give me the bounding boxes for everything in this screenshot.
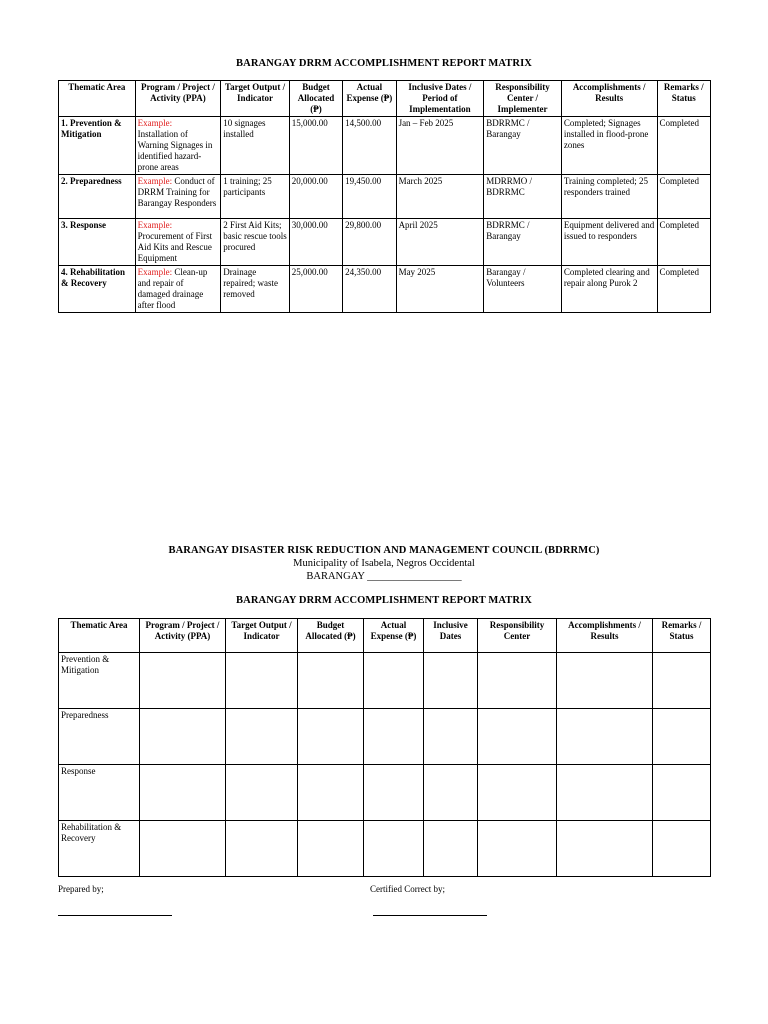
thematic-area-cell: 1. Prevention & Mitigation (59, 117, 136, 175)
empty-cell[interactable] (298, 765, 364, 821)
center-cell: Barangay / Volunteers (484, 266, 562, 313)
example-label: Example: (137, 118, 173, 128)
col-responsibility-center: Responsibility Center (478, 619, 557, 653)
col-thematic-area: Thematic Area (59, 619, 140, 653)
expense-cell: 24,350.00 (343, 266, 396, 313)
empty-cell[interactable] (424, 709, 478, 765)
table-row (59, 117, 711, 175)
col-inclusive-dates: Inclusive Dates / Period of Implementation (396, 81, 484, 117)
empty-cell[interactable] (424, 821, 478, 877)
remarks-cell: Completed (657, 175, 710, 219)
example-label: Example: (137, 220, 173, 230)
thematic-area-cell: 4. Rehabilitation & Recovery (59, 266, 136, 313)
report-title-blank: BARANGAY DRRM ACCOMPLISHMENT REPORT MATRIX (236, 595, 532, 606)
center-cell: MDRRMO / BDRRMC (484, 175, 562, 219)
results-cell: Completed; Signages installed in flood-prone zones (561, 117, 657, 175)
certified-by-label: Certified Correct by; (370, 884, 445, 894)
ppa-cell (135, 266, 221, 313)
table-row (59, 219, 711, 266)
results-cell: Equipment delivered and issued to responders (561, 219, 657, 266)
budget-cell: 30,000.00 (289, 219, 342, 266)
thematic-area-cell: Prevention & Mitigation (59, 653, 140, 709)
empty-cell[interactable] (140, 765, 226, 821)
thematic-area-cell: Rehabilitation & Recovery (59, 821, 140, 877)
col-target-output: Target Output / Indicator (221, 81, 290, 117)
expense-cell: 19,450.00 (343, 175, 396, 219)
empty-cell[interactable] (478, 653, 557, 709)
expense-cell: 14,500.00 (343, 117, 396, 175)
thematic-area-cell: Response (59, 765, 140, 821)
col-actual-expense: Actual Expense (₱) (364, 619, 424, 653)
center-cell: BDRRMC / Barangay (484, 117, 562, 175)
col-ppa: Program / Project / Activity (PPA) (135, 81, 221, 117)
center-cell: BDRRMC / Barangay (484, 219, 562, 266)
empty-cell[interactable] (364, 821, 424, 877)
col-accomplishments: Accomplishments / Results (561, 81, 657, 117)
municipality: Municipality of Isabela, Negros Occidental (293, 558, 475, 569)
target-cell: 2 First Aid Kits; basic rescue tools procured (221, 219, 290, 266)
dates-cell: April 2025 (396, 219, 484, 266)
expense-cell: 29,800.00 (343, 219, 396, 266)
dates-cell: March 2025 (396, 175, 484, 219)
ppa-text: Clean-up and repair of damaged drainage after flood (137, 267, 208, 310)
remarks-cell: Completed (657, 219, 710, 266)
ppa-cell (135, 175, 221, 219)
empty-cell[interactable] (364, 653, 424, 709)
col-responsibility-center: Responsibility Center / Implementer (484, 81, 562, 117)
empty-cell[interactable] (653, 821, 711, 877)
thematic-area-cell: Preparedness (59, 709, 140, 765)
empty-cell[interactable] (226, 653, 298, 709)
prepared-by-signature-line[interactable] (58, 915, 172, 916)
table-row (59, 653, 711, 709)
empty-cell[interactable] (424, 765, 478, 821)
example-label: Example: (137, 267, 173, 277)
empty-cell[interactable] (140, 709, 226, 765)
col-budget-allocated: Budget Allocated (₱) (298, 619, 364, 653)
empty-cell[interactable] (653, 709, 711, 765)
empty-cell[interactable] (298, 821, 364, 877)
council-name: BARANGAY DISASTER RISK REDUCTION AND MANAGEMENT COUNCIL (BDRRMC) (168, 545, 600, 556)
thematic-area-cell: 3. Response (59, 219, 136, 266)
empty-cell[interactable] (226, 765, 298, 821)
example-label: Example: (137, 176, 173, 186)
target-cell: Drainage repaired; waste removed (221, 266, 290, 313)
target-cell: 1 training; 25 participants (221, 175, 290, 219)
results-cell: Completed clearing and repair along Purok 2 (561, 266, 657, 313)
accomplishment-table-example (58, 80, 711, 313)
empty-cell[interactable] (557, 653, 653, 709)
dates-cell: May 2025 (396, 266, 484, 313)
empty-cell[interactable] (226, 821, 298, 877)
budget-cell: 15,000.00 (289, 117, 342, 175)
table-row (59, 266, 711, 313)
col-remarks: Remarks / Status (657, 81, 710, 117)
col-accomplishments: Accomplishments / Results (557, 619, 653, 653)
empty-cell[interactable] (226, 709, 298, 765)
ppa-text: Conduct of DRRM Training for Barangay Responders (137, 176, 217, 208)
empty-cell[interactable] (140, 821, 226, 877)
empty-cell[interactable] (364, 709, 424, 765)
col-target-output: Target Output / Indicator (226, 619, 298, 653)
table-row (59, 765, 711, 821)
remarks-cell: Completed (657, 117, 710, 175)
table-header-row (59, 619, 711, 653)
prepared-by-label: Prepared by; (58, 884, 104, 894)
remarks-cell: Completed (657, 266, 710, 313)
col-thematic-area: Thematic Area (59, 81, 136, 117)
table-row (59, 175, 711, 219)
empty-cell[interactable] (478, 765, 557, 821)
empty-cell[interactable] (424, 653, 478, 709)
empty-cell[interactable] (364, 765, 424, 821)
empty-cell[interactable] (478, 709, 557, 765)
ppa-cell (135, 117, 221, 175)
results-cell: Training completed; 25 responders trained (561, 175, 657, 219)
table-row (59, 821, 711, 877)
col-actual-expense: Actual Expense (₱) (343, 81, 396, 117)
empty-cell[interactable] (557, 709, 653, 765)
budget-cell: 20,000.00 (289, 175, 342, 219)
target-cell: 10 signages installed (221, 117, 290, 175)
budget-cell: 25,000.00 (289, 266, 342, 313)
col-budget-allocated: Budget Allocated (₱) (289, 81, 342, 117)
empty-cell[interactable] (653, 765, 711, 821)
ppa-text: Procurement of First Aid Kits and Rescue Equipment (137, 231, 213, 263)
empty-cell[interactable] (557, 821, 653, 877)
ppa-text: Installation of Warning Signages in identified hazard-prone areas (137, 129, 213, 172)
empty-cell[interactable] (557, 765, 653, 821)
empty-cell[interactable] (298, 709, 364, 765)
table-row (59, 709, 711, 765)
accomplishment-table-blank (58, 618, 711, 877)
empty-cell[interactable] (140, 653, 226, 709)
col-inclusive-dates: Inclusive Dates (424, 619, 478, 653)
report-title: BARANGAY DRRM ACCOMPLISHMENT REPORT MATRIX (236, 58, 532, 69)
empty-cell[interactable] (298, 653, 364, 709)
table-header-row (59, 81, 711, 117)
thematic-area-cell: 2. Preparedness (59, 175, 136, 219)
barangay-line: BARANGAY __________________ (306, 571, 462, 582)
empty-cell[interactable] (653, 653, 711, 709)
dates-cell: Jan – Feb 2025 (396, 117, 484, 175)
col-remarks: Remarks / Status (653, 619, 711, 653)
ppa-cell (135, 219, 221, 266)
col-ppa: Program / Project / Activity (PPA) (140, 619, 226, 653)
certified-by-signature-line[interactable] (373, 915, 487, 916)
empty-cell[interactable] (478, 821, 557, 877)
